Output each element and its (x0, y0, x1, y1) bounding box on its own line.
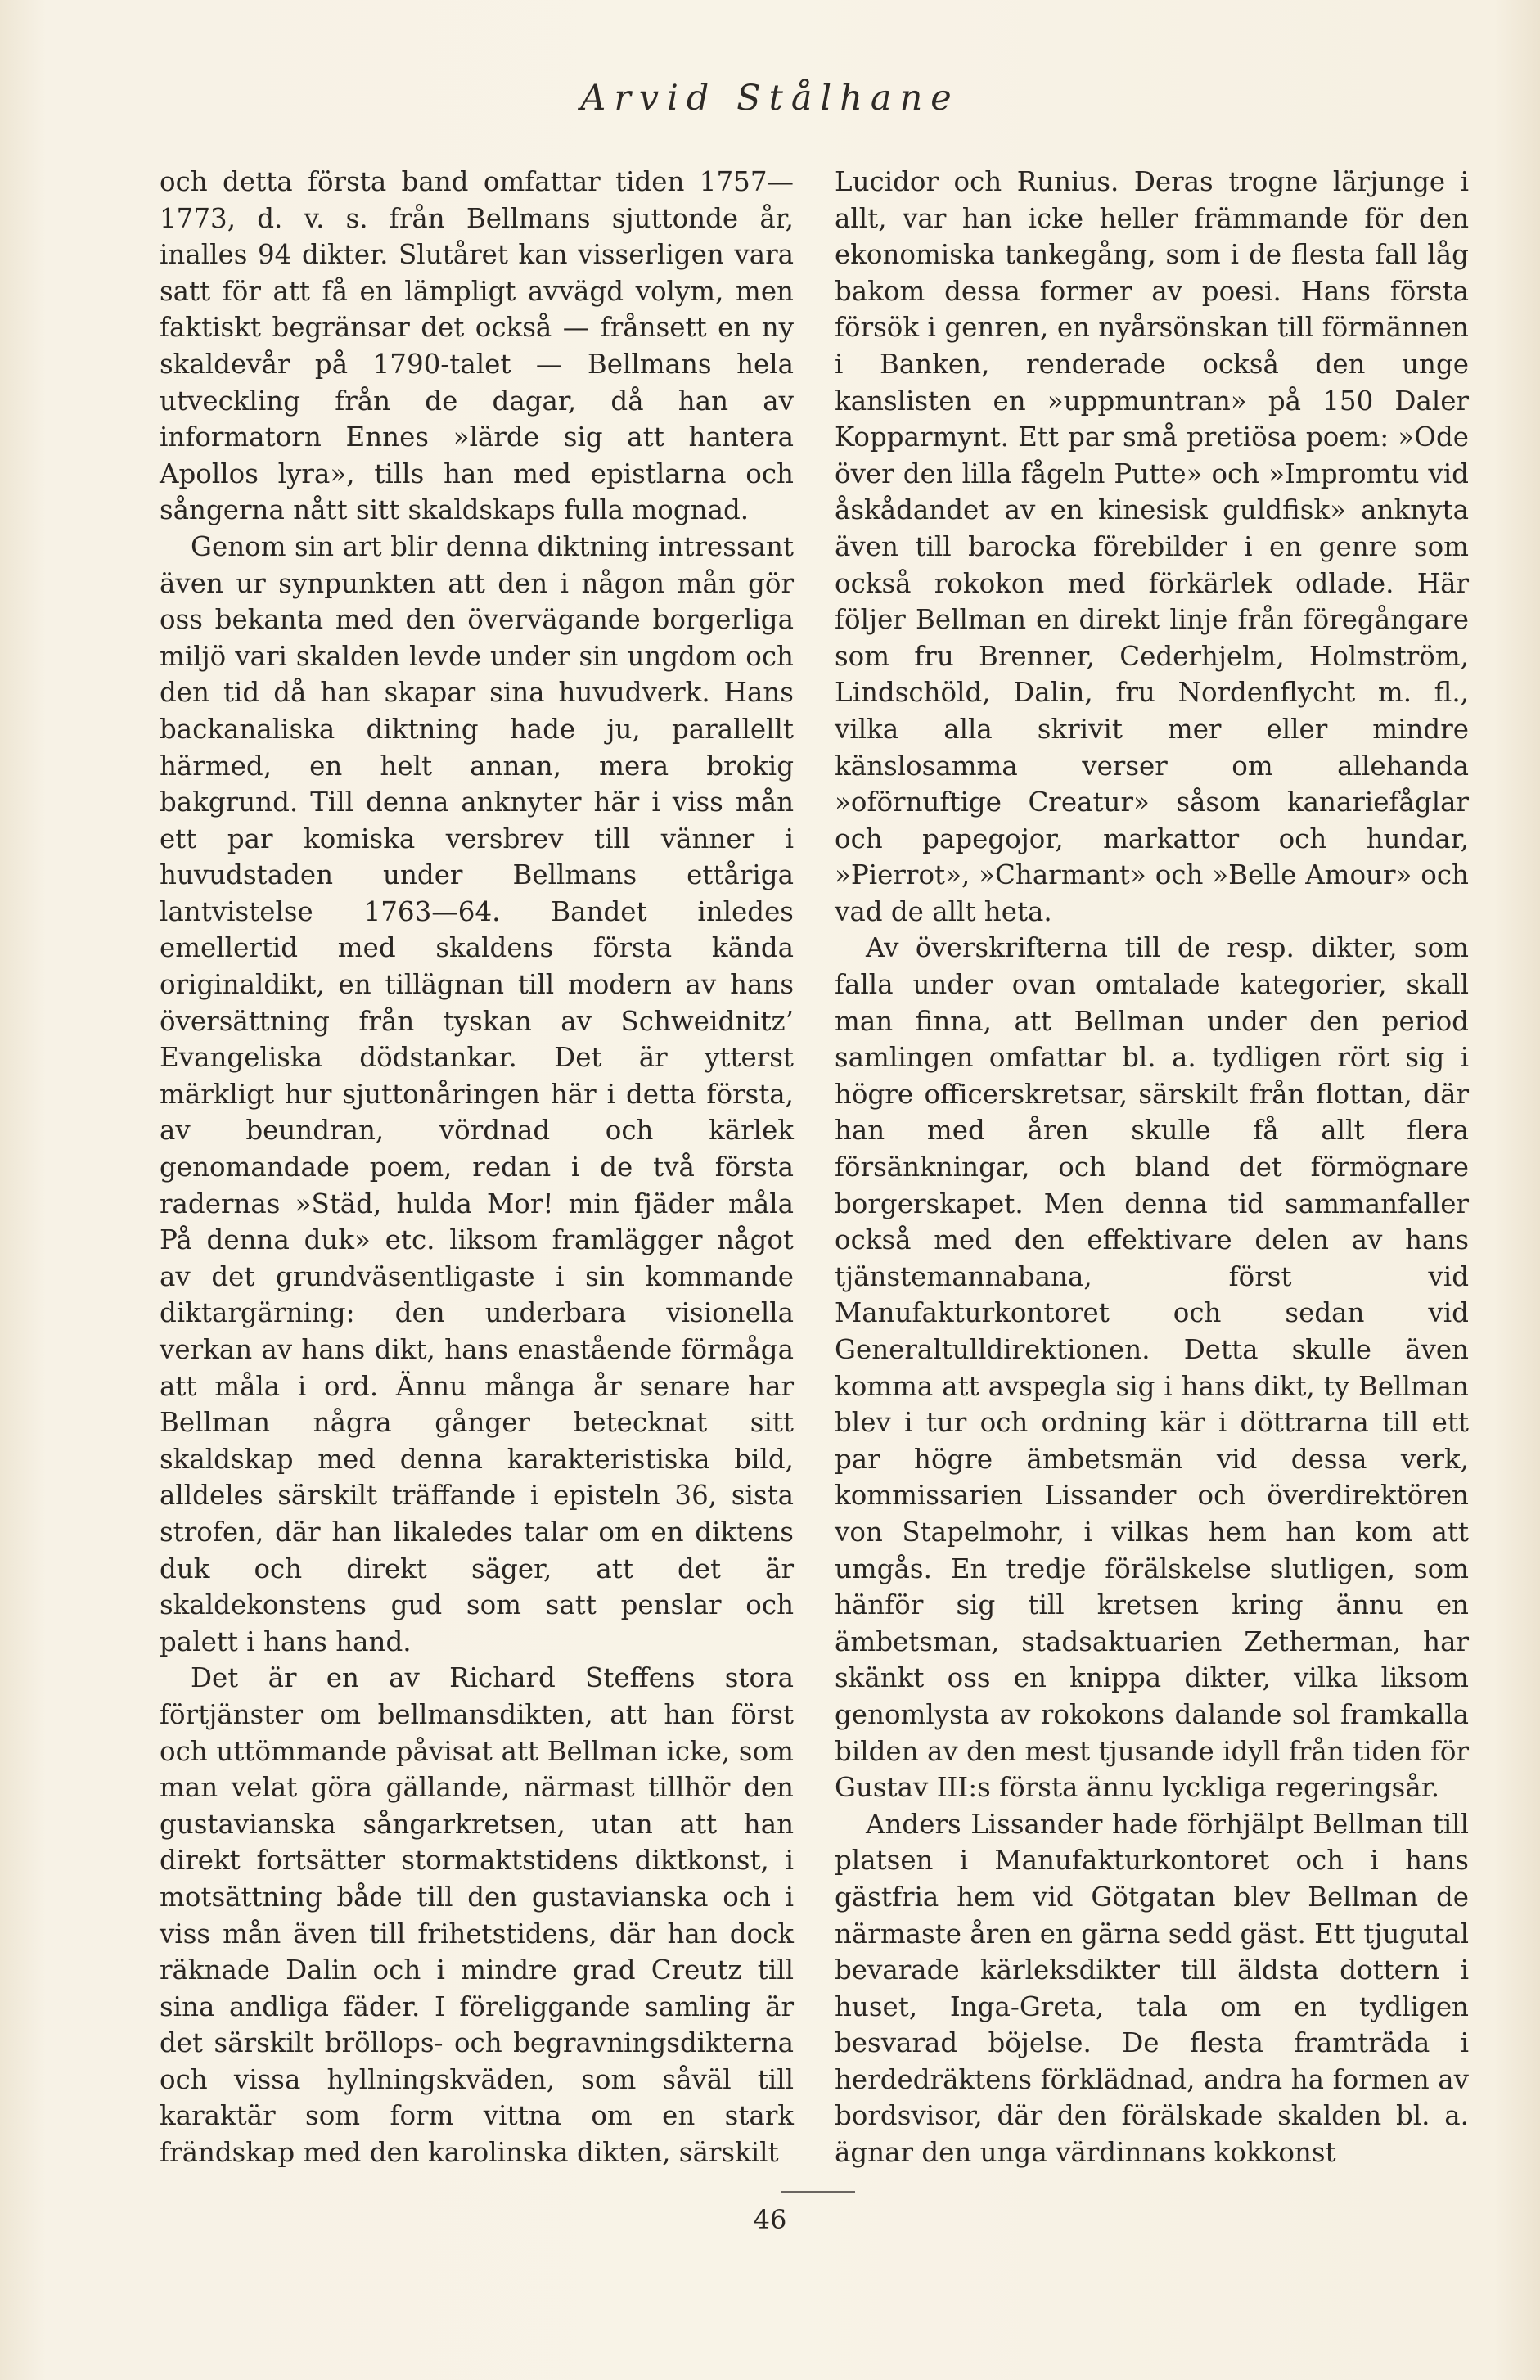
page-number: 46 (753, 2204, 787, 2235)
right-column (835, 164, 1469, 2171)
paragraph: och detta första band omfattar tiden 1757—1773, d. v. s. från Bellmans sjuttonde år, inalles 94 dikter. Slutåret kan visserligen vara satt för att få en lämpligt avvägd volym, men faktiskt begränsar det också — frånsett en ny skaldevår på 1790-talet — Bellmans hela utveckling från de dagar, då han av informatorn Ennes »lärde sig att hantera Apollos lyra», tills han med epistlarna och sångerna nått sitt skaldskaps fulla mognad. (160, 166, 794, 526)
footer-rule (781, 2191, 855, 2193)
paragraph: Genom sin art blir denna diktning intressant även ur synpunkten att den i någon mån gör oss bekanta med den övervägande borgerliga miljö vari skalden levde under sin ungdom och den tid då han skapar sina huvudverk. Hans backanaliska diktning hade ju, parallellt härmed, en helt annan, mera brokig bakgrund. Till denna anknyter här i viss mån ett par komiska versbrev till vänner i huvudstaden under Bellmans ettåriga lantvistelse 1763—64. Bandet inledes emellertid med skaldens första kända originaldikt, en tillägnan till modern av hans översättning från tyskan av Schweidnitz’ Evangeliska dödstankar. Det är ytterst märkligt hur sjuttonåringen här i detta första, av beundran, vördnad och kärlek genomandade poem, redan i de två första radernas »Städ, hulda Mor! min fjäder måla På denna duk» etc. liksom framlägger något av det grundväsentligaste i sin kommande diktargärning: den underbara visionella verkan av hans dikt, hans enastående förmåga att måla i ord. Ännu många år senare har Bellman några gånger betecknat sitt skaldskap med denna karakteristiska bild, alldeles särskilt träffande i episteln 36, sista strofen, där han likaledes talar om en diktens duk och direkt säger, att det är skaldekonstens gud som satt penslar och palett i hans hand. (160, 530, 794, 1657)
running-title: Arvid Stålhane (580, 78, 960, 119)
paragraph: Lucidor och Runius. Deras trogne lärjunge i allt, var han icke heller främmande för den ekonomiska tankegång, som i de flesta fall låg bakom dessa former av poesi. Hans första försök i genren, en nyårsönskan till förmännen i Banken, renderade också den unge kanslisten en »uppmuntran» på 150 Daler Kopparmynt. Ett par små pretiösa poem: »Ode över den lilla fågeln Putte» och »Impromtu vid åskådandet av en kinesisk guldfisk» anknyta även till barocka förebilder i en genre som också rokokon med förkärlek odlade. Här följer Bellman en direkt linje från föregångare som fru Brenner, Cederhjelm, Holmström, Lindschöld, Dalin, fru Nordenflycht m. fl., vilka alla skrivit mer eller mindre känslosamma verser om allehanda »oförnuftige Creatur» såsom kanariefåglar och papegojor, markattor och hundar, »Pierrot», »Charmant» och »Belle Amour» och vad de allt heta. (835, 166, 1469, 927)
paragraph: Anders Lissander hade förhjälpt Bellman till platsen i Manufakturkontoret och i hans gästfria hem vid Götgatan blev Bellman de närmaste åren en gärna sedd gäst. Ett tjugutal bevarade kärleksdikter till äldsta dottern i huset, Inga-Greta, tala om en tydligen besvarad böjelse. De flesta framträda i herdedräktens förklädnad, andra ha formen av bordsvisor, där den förälskade skalden bl. a. ägnar den unga värdinnans kokkonst (835, 1808, 1469, 2169)
paragraph: Det är en av Richard Steffens stora förtjänster om bellmansdikten, att han först och uttömmande påvisat att Bellman icke, som man velat göra gällande, närmast tillhör den gustavianska sångarkretsen, utan att han direkt fortsätter stormaktstidens diktkonst, i motsättning både till den gustavianska och i viss mån även till frihetstidens, där han dock räknade Dalin och i mindre grad Creutz till sina andliga fäder. I föreliggande samling är det särskilt bröllops- och begravningsdikterna och vissa hyllningskväden, som såväl till karaktär som form vittna om en stark frändskap med den karolinska dikten, särskilt (160, 1662, 794, 2169)
left-column (160, 164, 794, 2171)
paragraph: Av överskrifterna till de resp. dikter, som falla under ovan omtalade kategorier, skall man finna, att Bellman under den period samlingen omfattar bl. a. tydligen rört sig i högre officerskretsar, särskilt från flottan, där han med åren skulle få allt flera försänkningar, och bland det förmögnare borgerskapet. Men denna tid sammanfaller också med den effektivare delen av hans tjänstemannabana, först vid Manufakturkontoret och sedan vid Generaltulldirektionen. Detta skulle även komma att avspegla sig i hans dikt, ty Bellman blev i tur och ordning kär i döttrarna till ett par högre ämbetsmän vid dessa verk, kommissarien Lissander och överdirektören von Stapelmohr, i vilkas hem han kom att umgås. En tredje förälskelse slutligen, som hänför sig till kretsen kring ännu en ämbetsman, stadsaktuarien Zetherman, har skänkt oss en knippa dikter, vilka liksom genomlysta av rokokons dalande sol framkalla bilden av den mest tjusande idyll från tiden för Gustav III:s första ännu lyckliga regeringsår. (835, 932, 1469, 1804)
